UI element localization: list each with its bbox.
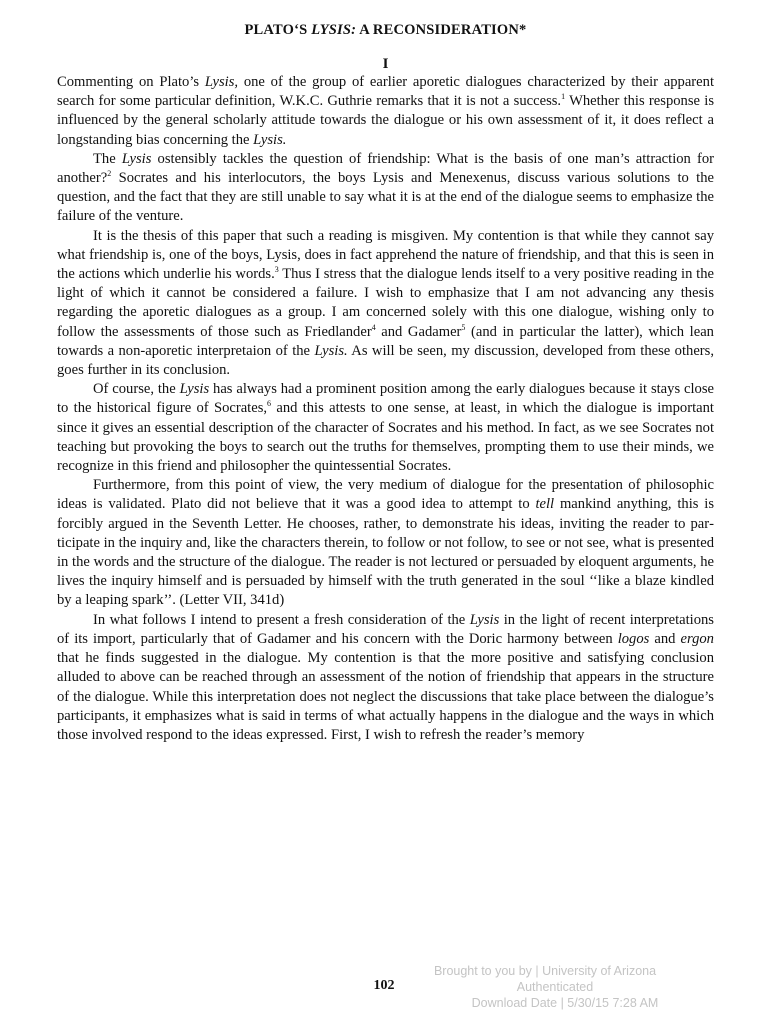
text-run: one of the group of earlier aporetic dialogues characterized by their apparent search for some particular definition, W.K.C. Guthrie remarks that it is not a success. — [57, 74, 714, 110]
italic-run: Lysis — [121, 150, 152, 167]
title-italic: LYSIS: — [311, 22, 357, 38]
paragraph — [57, 150, 714, 227]
article-body — [57, 73, 714, 745]
text-run: Of course, the — [93, 381, 180, 398]
page-number: 102 — [373, 978, 395, 993]
text-run: Furthermore, from this point of view, the very medium of dialogue for the presentation of philosophic ideas is validated. Plato did not believe that it was a good idea to attempt to — [57, 477, 714, 513]
footnote-marker: 2 — [107, 169, 112, 179]
watermark-line-authenticated: Authenticated — [516, 980, 594, 994]
text-run: As will be seen, my discussion, developed from these others, goes further in its conclusion. — [57, 342, 714, 379]
footnote-marker: 6 — [267, 399, 272, 409]
article-title — [57, 20, 714, 40]
text-run: and — [649, 630, 681, 647]
italic-run: Lysis, — [204, 74, 239, 90]
text-run: In what follows I intend to present a fresh consideration of the — [93, 611, 470, 628]
italic-run: tell — [535, 496, 555, 513]
footnote-marker: 4 — [371, 322, 376, 332]
text-run: Thus I stress that the dialogue lends itself to a very positive reading in the light of which it cannot be considered a failure. I wish to emphasize that I am not advancing any thesis regarding the aporetic dialogues as a group. I am concerned solely with this one dialogue, wishing only to follow the assessments of those such as Friedlander — [57, 266, 714, 340]
text-run: mankind anything, this is forcibly argued in the Seventh Letter. He chooses, rather, to demonstrate his ideas, inviting the reader to participate in the inquiry and, like the characters therein, to follow or not follow, to see or not see, what is presented in the words and the structure of the dialogue. The reader is not lectured or persuaded by eloquent arguments, he lives the inquiry himself and is persuaded by himself with the truth generated in the soul ‘‘like a blaze kindled by a leaping spark’’. (Letter VII, 341d) — [57, 496, 714, 609]
footnote-marker: 1 — [561, 92, 566, 102]
paragraph — [57, 611, 714, 745]
article-page — [57, 20, 714, 745]
text-run: Whether this response is influenced by the general scholarly attitude towards the dialogue or his own assessment of it, it does reflect a longstanding bias concerning the — [57, 93, 714, 148]
paragraph — [57, 380, 714, 476]
italic-run: Lysis — [469, 611, 500, 628]
text-run: ostensibly tackles the question of friendship: What is the basis of one man’s attraction for another? — [57, 150, 714, 187]
text-run: has always had a prominent position among the early dialogues because it stays close to the historical figure of Socrates, — [57, 381, 714, 417]
text-run: Commenting on Plato’s — [57, 74, 205, 90]
text-run: and Gadamer — [375, 323, 462, 340]
watermark-line-provider: Brought to you by | University of Arizona — [433, 964, 657, 978]
italic-run: logos — [617, 630, 650, 647]
italic-run: ergon — [680, 630, 714, 647]
text-run: that he finds suggested in the dialogue. My contention is that the more positive and satisfying conclusion alluded to above can be reached through an assessment of the notion of friendship that appears in the structure of the dialogue. While this interpretation does not neglect the discussions that take place between the dialogue’s participants, it emphasizes what is said in terms of what actually happens in the dialogue and the ways in which those involved respond to the ideas expressed. First, I wish to refresh the reader’s memory — [57, 650, 714, 743]
title-suffix: A RECONSIDERATION* — [356, 22, 527, 38]
paragraph — [57, 227, 714, 381]
text-run: in the light of recent interpretations of its import, particularly that of Gadamer and his concern with the Doric harmony between — [57, 611, 714, 647]
section-number: I — [382, 56, 389, 72]
text-run: Socrates and his interlocutors, the boys Lysis and Menexenus, discuss various solutions to the question, and the fact that they are still unable to say what it is at the end of the dialogue seems to emphasize the failure of the venture. — [57, 170, 714, 225]
text-run: (and in particular the latter), which lean towards a non-aporetic interpretaion of the — [57, 323, 714, 359]
text-run: and this attests to one sense, at least, in which the dialogue is important since it gives an essential description of the character of Socrates and his method. In fact, as we see Socrates not teaching but provoking the boys to search out the truths for themselves, prompting them to use their minds, we recognize in this friend and philosopher the quintessential Socrates. — [57, 400, 714, 475]
text-run: The — [93, 150, 122, 167]
text-run: It is the thesis of this paper that such a reading is misgiven. My contention is that while they cannot say what friendship is, one of the boys, Lysis, does in fact apprehend the nature of friendship, and that this is seen in the actions which underlie his words. — [57, 227, 714, 283]
italic-run: Lysis. — [314, 342, 348, 359]
footnote-marker: 3 — [274, 265, 279, 275]
footnote-marker: 5 — [461, 322, 466, 332]
download-watermark — [400, 963, 690, 1011]
paragraph — [57, 73, 714, 150]
italic-run: Lysis — [179, 381, 210, 398]
paragraph — [57, 476, 714, 610]
title-prefix: PLATO‘S — [244, 22, 312, 38]
watermark-line-download-date: Download Date | 5/30/15 7:28 AM — [471, 996, 659, 1010]
italic-run: Lysis. — [253, 131, 287, 148]
